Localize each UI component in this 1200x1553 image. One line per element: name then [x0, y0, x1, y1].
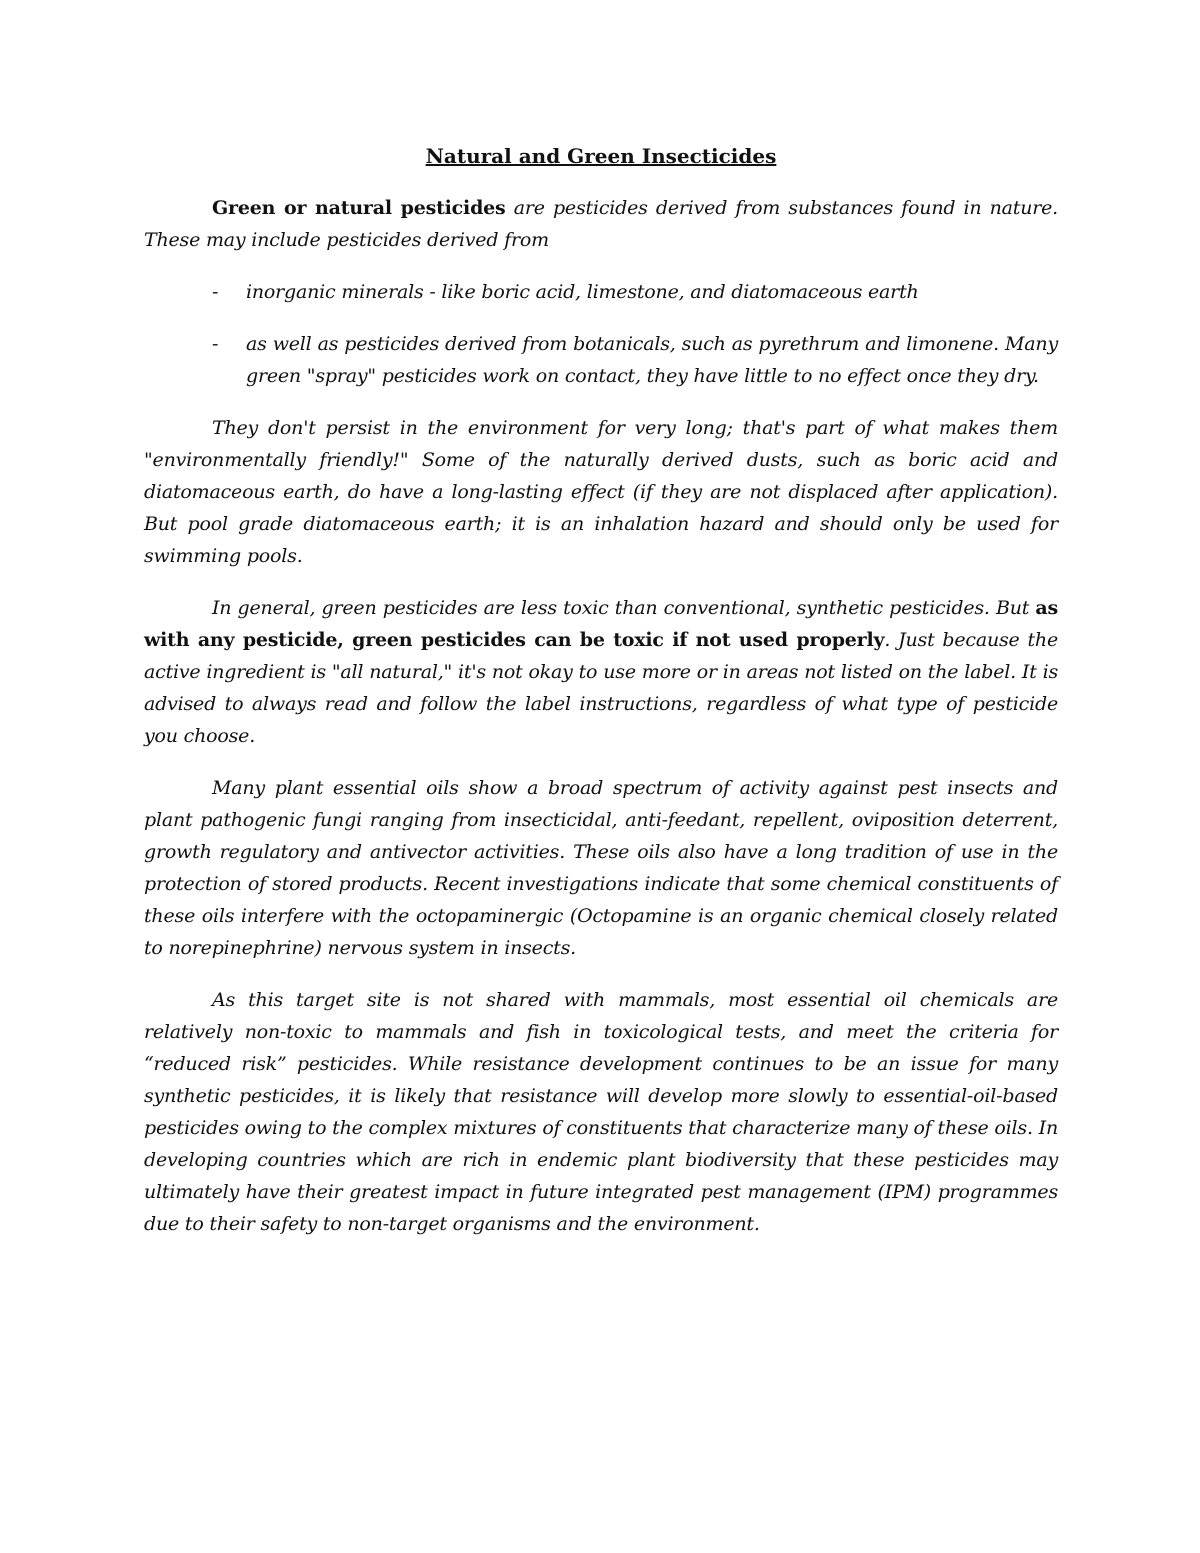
- document-title: Natural and Green Insecticides: [425, 144, 777, 168]
- list-dash: -: [212, 281, 219, 303]
- list-item: [144, 276, 1058, 308]
- intro-paragraph: [144, 192, 1058, 256]
- toxicity-before: In general, green pesticides are less toxic than conventional, synthetic pesticides. But: [212, 597, 1036, 619]
- essential-oils-text: Many plant essential oils show a broad spectrum of activity against pest insects and plant pathogenic fungi ranging from insecticidal, anti-feedant, repellent, oviposition deterrent, growth regulatory and antivector activities. These oils also have a long tradition of use in the protection of stored products. Recent investigations indicate that some chemical constituents of these oils interfere with the octopaminergic (Octopamine is an organic chemical closely related to norepinephrine) nervous system in insects.: [144, 777, 1058, 959]
- list-item-text: as well as pesticides derived from botanicals, such as pyrethrum and limonene. Many green "spray" pesticides work on contact, they have little to no effect once they dry.: [246, 333, 1058, 387]
- toxicity-after: . Just because the active ingredient is "all natural," it's not okay to use more or in areas not listed on the label. It is advised to always read and follow the label instructions, regardless of what type of pesticide you choose.: [144, 629, 1058, 747]
- list-item: [144, 328, 1058, 392]
- target-site-text: As this target site is not shared with mammals, most essential oil chemicals are relatively non-toxic to mammals and fish in toxicological tests, and meet the criteria for “reduced risk” pesticides. While resistance development continues to be an issue for many synthetic pesticides, it is likely that resistance will develop more slowly to essential-oil-based pesticides owing to the complex mixtures of constituents that characterize many of these oils. In developing countries which are rich in endemic plant biodiversity that these pesticides may ultimately have their greatest impact in future integrated pest management (IPM) programmes due to their safety to non-target organisms and the environment.: [144, 989, 1058, 1235]
- persistence-text: They don't persist in the environment for very long; that's part of what makes them "environmentally friendly!" Some of the naturally derived dusts, such as boric acid and diatomaceous earth, do have a long-lasting effect (if they are not displaced after application). But pool grade diatomaceous earth; it is an inhalation hazard and should only be used for swimming pools.: [144, 417, 1058, 567]
- intro-rest: are pesticides derived from substances found in nature. These may include pesticides derived from: [144, 197, 1058, 251]
- target-site-paragraph: [144, 984, 1058, 1240]
- list-dash: -: [212, 333, 219, 355]
- list-item-text: inorganic minerals - like boric acid, limestone, and diatomaceous earth: [246, 281, 919, 303]
- toxicity-bold-warning: as with any pesticide, green pesticides can be toxic if not used properly: [144, 597, 1058, 651]
- document-page: [144, 140, 1058, 1260]
- persistence-paragraph: [144, 412, 1058, 572]
- derived-from-list: [144, 276, 1058, 392]
- intro-bold-lead: Green or natural pesticides: [212, 197, 506, 219]
- essential-oils-paragraph: [144, 772, 1058, 964]
- toxicity-paragraph: [144, 592, 1058, 752]
